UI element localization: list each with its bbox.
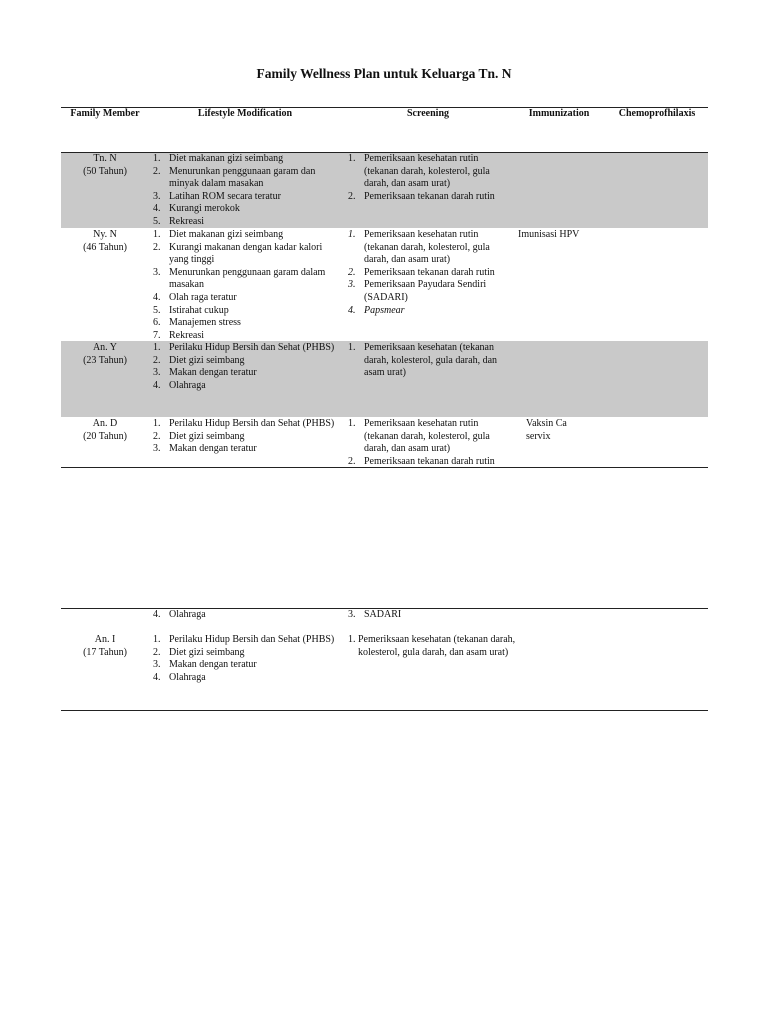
item-text: Pemeriksaan Payudara Sendiri (SADARI) (364, 279, 487, 303)
item-number: 3. (348, 279, 356, 291)
screening-text: 1. Pemeriksaan kesehatan (tekanan darah, kolesterol, gula darah, dan asam urat) (348, 634, 516, 658)
list-item (153, 229, 340, 242)
item-number: 4. (348, 304, 356, 316)
member-name: An. Y (92, 342, 118, 353)
item-text: Rekreasi (169, 215, 204, 227)
item-number: 3. (153, 190, 161, 202)
item-text: Diet gizi seimbang (169, 430, 245, 442)
item-number: 4. (153, 203, 161, 215)
list-item (153, 609, 340, 622)
list-item (348, 609, 514, 622)
item-number: 5. (153, 304, 161, 316)
list-item (153, 305, 340, 318)
item-number: 1. (348, 418, 356, 429)
header-immunization: Immunization (528, 108, 590, 119)
list-item (153, 647, 340, 660)
item-number: 5. (153, 215, 161, 227)
list-item (153, 342, 340, 355)
item-number: 2. (153, 430, 161, 442)
list-item (153, 355, 340, 368)
header-lifestyle-modification: Lifestyle Modification (197, 108, 293, 119)
header-chemoprophylaxis: Chemoprofhilaxis (618, 108, 696, 119)
lifestyle-list (153, 342, 340, 392)
item-number: 3. (153, 443, 161, 455)
item-text: Menurunkan penggunaan garam dan minyak dalam masakan (169, 165, 316, 190)
family-member-cell (61, 418, 149, 443)
list-item (153, 166, 340, 191)
family-member-cell (61, 342, 149, 367)
item-text: Olahraga (169, 609, 206, 620)
member-name: Ny. N (93, 229, 117, 240)
item-text: Diet makanan gizi seimbang (169, 153, 284, 164)
lifestyle-list (153, 634, 340, 684)
list-item (153, 292, 340, 305)
immunization-cell: Imunisasi HPV (518, 229, 580, 240)
screening-list (348, 342, 514, 380)
document-title: Family Wellness Plan untuk Keluarga Tn. N (256, 66, 512, 81)
item-number: 1. (153, 418, 161, 429)
family-member-cell (61, 153, 149, 178)
page-break-rule-top (61, 467, 708, 468)
item-text: Pemeriksaan kesehatan rutin (tekanan darah, kolesterol, gula darah, dan asam urat) (364, 418, 490, 455)
list-item (348, 342, 514, 380)
item-text: Pemeriksaan kesehatan (tekanan darah, kolesterol, gula darah, dan asam urat) (364, 342, 498, 379)
item-text: Perilaku Hidup Bersih dan Sehat (PHBS) (169, 418, 335, 429)
member-name: Tn. N (93, 153, 117, 164)
list-item (348, 267, 514, 280)
item-text: Latihan ROM secara teratur (169, 190, 281, 202)
list-item (153, 380, 340, 393)
list-item (153, 203, 340, 216)
member-name: An. I (94, 634, 116, 645)
member-age: (20 Tahun) (83, 430, 127, 442)
item-text: Rekreasi (169, 329, 204, 341)
member-name: An. D (92, 418, 118, 429)
item-number: 6. (153, 317, 161, 329)
item-text: Kurangi makanan dengan kadar kalori yang tinggi (169, 241, 323, 266)
screening-continuation (348, 609, 514, 622)
item-text: Olahraga (169, 671, 206, 683)
item-text: Pemeriksaan tekanan darah rutin (364, 455, 495, 467)
item-number: 1. (153, 153, 161, 164)
item-text: Olahraga (169, 379, 206, 391)
item-text: Pemeriksaan tekanan darah rutin (364, 190, 495, 202)
item-text: Olah raga teratur (169, 291, 237, 303)
item-text: Makan dengan teratur (169, 659, 257, 671)
immunization-cell: Vaksin Ca servix (526, 418, 567, 442)
item-text: Papsmear (364, 304, 405, 316)
header-family-member: Family Member (70, 108, 140, 119)
lifestyle-list (153, 229, 340, 342)
lifestyle-list (153, 153, 340, 229)
list-item (348, 153, 514, 191)
item-text: Makan dengan teratur (169, 443, 257, 455)
list-item (153, 418, 340, 431)
item-number: 2. (348, 190, 356, 202)
item-number: 1. (153, 342, 161, 353)
item-number: 1. (153, 634, 161, 645)
item-number: 3. (153, 659, 161, 671)
item-text: Kurangi merokok (169, 203, 240, 215)
list-item (348, 418, 514, 456)
screening-list (348, 418, 514, 468)
item-number: 3. (348, 609, 356, 620)
item-text: Pemeriksaan tekanan darah rutin (364, 266, 495, 278)
item-number: 3. (153, 367, 161, 379)
list-item (153, 659, 340, 672)
item-number: 1. (348, 153, 356, 164)
table-bottom-rule (61, 710, 708, 711)
list-item (153, 634, 340, 647)
member-age: (23 Tahun) (83, 354, 127, 366)
item-number: 7. (153, 329, 161, 341)
member-age: (46 Tahun) (83, 241, 127, 253)
list-item (153, 330, 340, 343)
list-item (153, 367, 340, 380)
item-number: 4. (153, 379, 161, 391)
lifestyle-list (153, 418, 340, 456)
item-text: Pemeriksaan kesehatan rutin (tekanan darah, kolesterol, gula darah, dan asam urat) (364, 153, 490, 190)
family-member-cell (61, 229, 149, 254)
item-number: 1. (348, 342, 356, 353)
list-item (153, 431, 340, 444)
header-screening: Screening (406, 108, 450, 119)
item-text: Menurunkan penggunaan garam dalam masakan (169, 266, 326, 291)
list-item (348, 305, 514, 318)
member-age: (50 Tahun) (83, 165, 127, 177)
list-item (153, 317, 340, 330)
item-number: 3. (153, 266, 161, 278)
list-item (153, 443, 340, 456)
list-item (153, 267, 340, 292)
item-number: 2. (153, 165, 161, 177)
item-text: Perilaku Hidup Bersih dan Sehat (PHBS) (169, 634, 335, 645)
item-number: 2. (153, 241, 161, 253)
item-text: Makan dengan teratur (169, 367, 257, 379)
member-age: (17 Tahun) (83, 646, 127, 658)
item-text: Diet makanan gizi seimbang (169, 229, 284, 240)
list-item (153, 242, 340, 267)
list-item (153, 216, 340, 229)
list-item (348, 229, 514, 267)
item-number: 4. (153, 671, 161, 683)
list-item (153, 672, 340, 685)
item-number: 1. (153, 229, 161, 240)
item-text: Istirahat cukup (169, 304, 229, 316)
item-number: 2. (348, 266, 356, 278)
item-number: 2. (153, 646, 161, 658)
item-number: 2. (348, 455, 356, 467)
list-item (153, 191, 340, 204)
item-text: SADARI (364, 609, 402, 620)
item-number: 4. (153, 609, 161, 620)
item-text: Diet gizi seimbang (169, 646, 245, 658)
family-member-cell (61, 634, 149, 659)
item-text: Diet gizi seimbang (169, 354, 245, 366)
item-text: Manajemen stress (169, 317, 241, 329)
list-item (348, 191, 514, 204)
screening-list (348, 153, 514, 203)
item-number: 2. (153, 354, 161, 366)
item-number: 1. (348, 229, 356, 240)
item-text: Perilaku Hidup Bersih dan Sehat (PHBS) (169, 342, 335, 353)
list-item (348, 279, 514, 304)
list-item (153, 153, 340, 166)
item-number: 4. (153, 291, 161, 303)
screening-list (348, 229, 514, 317)
item-text: Pemeriksaan kesehatan rutin (tekanan darah, kolesterol, gula darah, dan asam urat) (364, 229, 490, 266)
lifestyle-continuation (153, 609, 340, 622)
